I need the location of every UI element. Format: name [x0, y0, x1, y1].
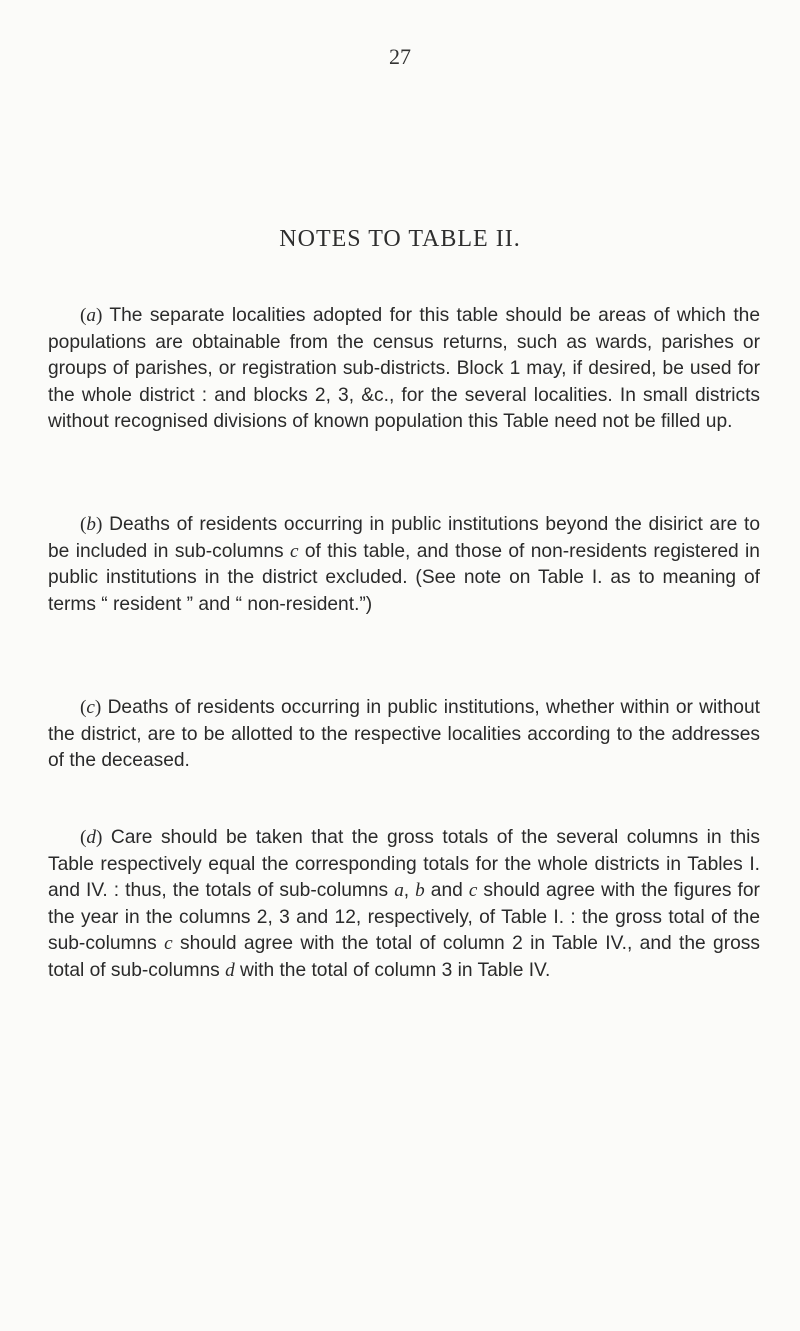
- note-d-col-c: c: [468, 880, 478, 901]
- note-c-text: Deaths of residents occurring in public institutions, whether within or without the district, are to be allotted to the respective localities according to the addresses of the deceased.: [48, 697, 760, 771]
- note-b: [48, 512, 760, 618]
- note-d-text-6: with the total of column 3 in Table IV.: [240, 959, 551, 981]
- note-c-marker: (c): [80, 697, 102, 718]
- note-d-text-3: and: [430, 880, 463, 901]
- note-b-marker: (b): [80, 514, 103, 535]
- note-c-letter: c: [86, 697, 95, 718]
- note-a-text: The separate localities adopted for this table should be areas of which the populations are obtainable from the census returns, such as wards, parishes or groups of parishes, or registration sub-districts. Block 1 may, if desired, be used for the whole district : and blocks 2, 3, &c., for the several localities. In small districts without recognised divisions of known population this Table need not be filled up.: [48, 305, 760, 432]
- note-d-text-5: should agree with the total of column 2 in Table IV., and the gross total of sub-columns: [48, 933, 760, 981]
- note-d-text-2: ,: [403, 880, 410, 901]
- note-b-text-2: of this table, and those of non-residents registered in public institutions in the district excluded. (See note on Table I. as to meaning of terms “ resident ” and “ non-resident.”): [48, 540, 760, 615]
- note-a: [48, 303, 760, 436]
- note-d-letter: d: [86, 827, 96, 848]
- note-b-col: c: [289, 540, 299, 562]
- note-d-marker: (d): [80, 827, 103, 848]
- note-d-text-1: Care should be taken that the gross totals of the several columns in this Table respectively equal the corresponding totals for the whole districts in Tables I. and IV. : thus, the totals of sub-columns: [48, 827, 760, 901]
- note-d-col-d: d: [225, 959, 235, 981]
- note-d-col-a: a: [394, 880, 404, 901]
- note-b-letter: b: [86, 514, 96, 535]
- note-c: [48, 695, 760, 775]
- note-d-col-c2: c: [164, 933, 173, 954]
- notes-title: NOTES TO TABLE II.: [279, 226, 521, 252]
- note-d: [48, 825, 760, 984]
- page-number: 27: [389, 44, 411, 69]
- note-d-col-b: b: [415, 880, 425, 901]
- note-d-text-4: should agree with the figures for the year in the columns 2, 3 and 12, respectively, of Table I. : the gross total of the sub-columns: [48, 880, 760, 954]
- note-b-text-1: Deaths of residents occurring in public institutions beyond the disirict are to be included in sub-columns: [48, 514, 760, 562]
- note-a-letter: a: [86, 305, 96, 326]
- note-a-marker: (a): [80, 305, 103, 326]
